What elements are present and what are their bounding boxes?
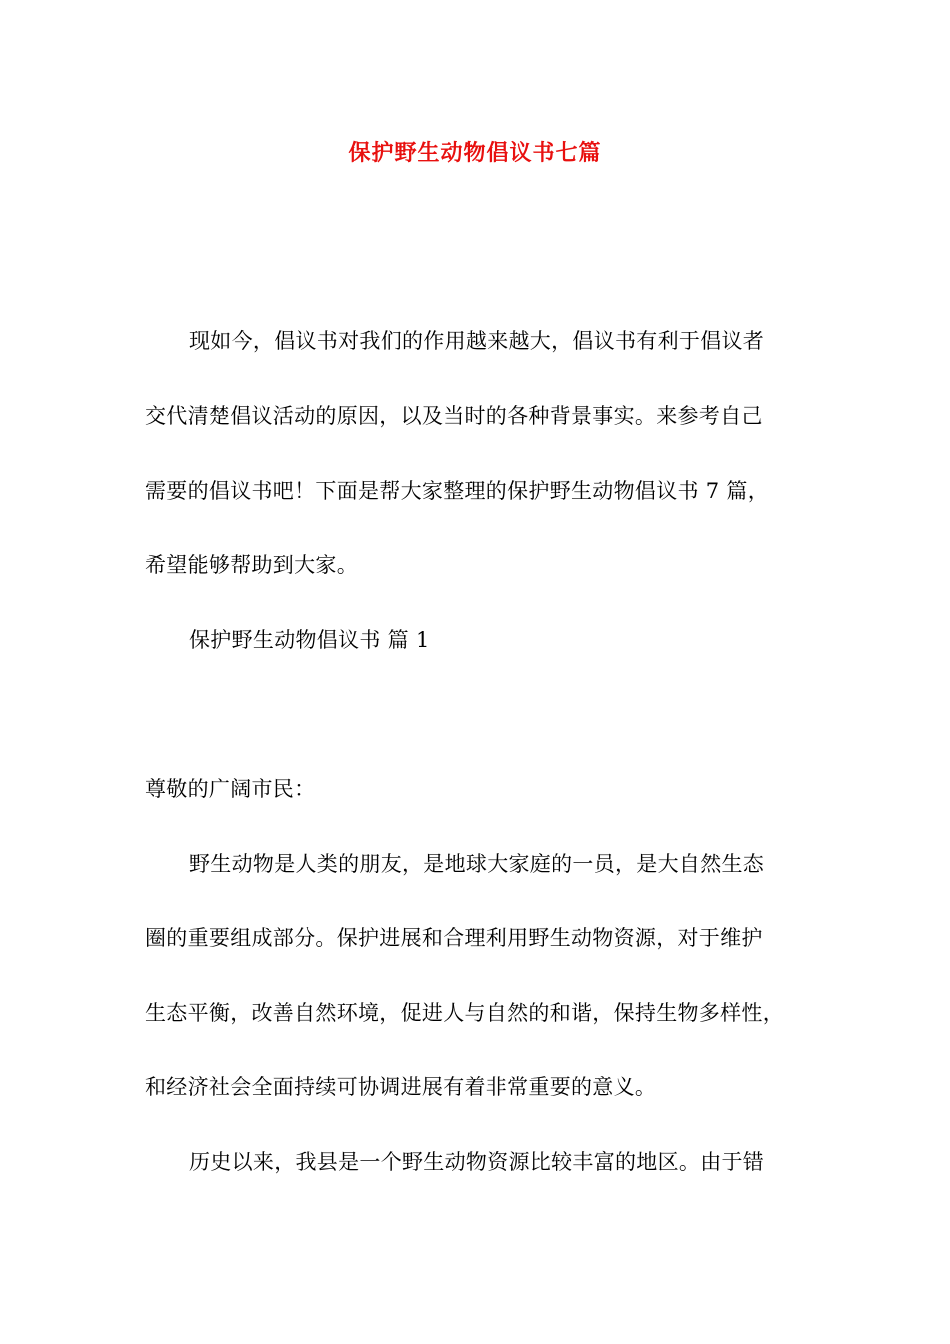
paragraph1-line-3: 生态平衡，改善自然环境，促进人与自然的和谐，保持生物多样性， (145, 1001, 784, 1025)
intro-line-3: 需要的倡议书吧！下面是帮大家整理的保护野生动物倡议书 7 篇， (145, 479, 770, 503)
paragraph1-line-2: 圈的重要组成部分。保护进展和合理利用野生动物资源，对于维护 (145, 926, 763, 950)
intro-line-1: 现如今，倡议书对我们的作用越来越大，倡议书有利于倡议者 (189, 329, 765, 353)
section-heading: 保护野生动物倡议书 篇 1 (189, 628, 430, 652)
intro-line-2: 交代清楚倡议活动的原因，以及当时的各种背景事实。来参考自己 (145, 404, 763, 428)
paragraph1-line-1: 野生动物是人类的朋友，是地球大家庭的一员，是大自然生态 (189, 852, 765, 876)
paragraph2-line-1: 历史以来，我县是一个野生动物资源比较丰富的地区。由于错 (189, 1150, 765, 1174)
document-title: 保护野生动物倡议书七篇 (348, 140, 602, 166)
salutation: 尊敬的广阔市民： (145, 777, 316, 801)
paragraph1-line-4: 和经济社会全面持续可协调进展有着非常重要的意义。 (145, 1075, 657, 1099)
intro-line-4: 希望能够帮助到大家。 (145, 553, 358, 577)
